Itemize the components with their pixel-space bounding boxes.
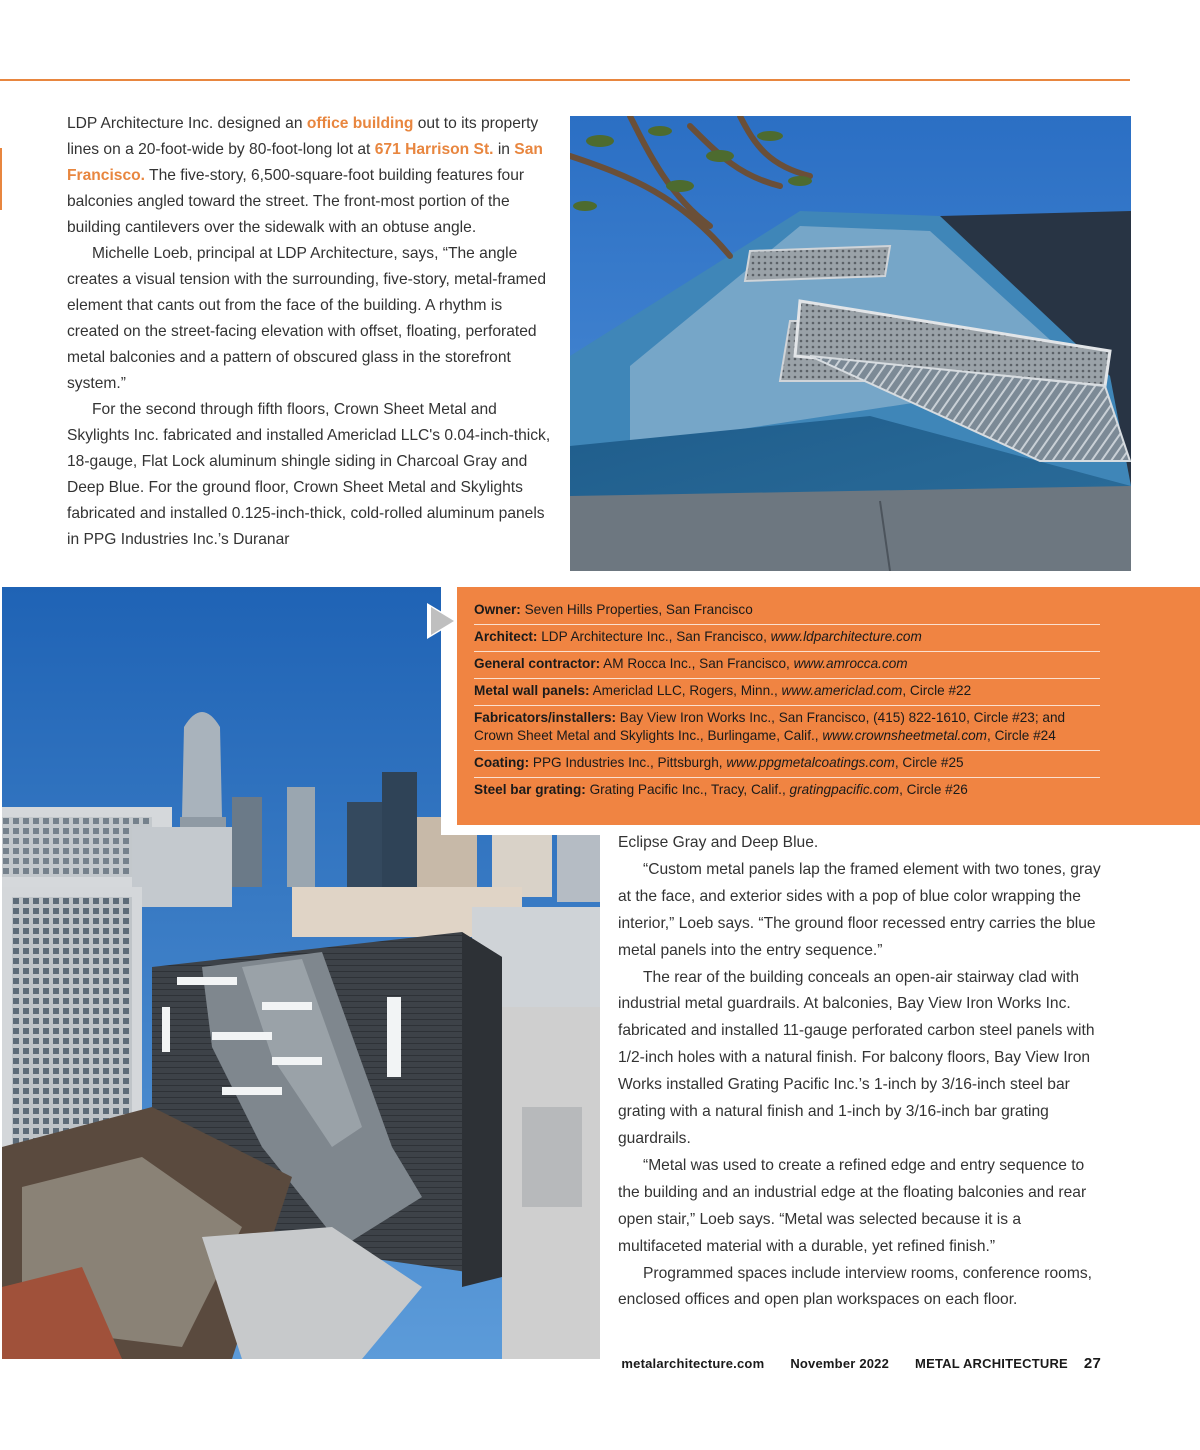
info-key: Architect:	[474, 629, 538, 644]
info-key: Steel bar grating:	[474, 782, 586, 797]
info-url: www.ppgmetalcoatings.com	[726, 755, 895, 770]
info-tail: , Circle #24	[987, 728, 1056, 743]
paragraph-quote-2: “Custom metal panels lap the framed element with two tones, gray at the face, and exterior sides with a pop of blue color wrapping the interior,” Loeb says. “The ground floor recessed entry carries the blue metal panels into the entry sequence.”	[618, 860, 1101, 959]
paragraph-siding: For the second through fifth floors, Crown Sheet Metal and Skylights Inc. fabricated and installed Americlad LLC's 0.04-inch-thick, 18-gauge, Flat Lock aluminum shingle siding in Charcoal Gray and Deep Blue. For the ground floor, Crown Sheet Metal and Skylights fabricated and installed 0.125-inch-thick, cold-rolled aluminum panels in PPG Industries Inc.’s Duranar	[67, 401, 551, 548]
article-column-2	[618, 830, 1103, 1314]
paragraph-intro	[67, 111, 552, 241]
info-row	[474, 778, 1100, 804]
info-row	[474, 652, 1100, 679]
text-run: LDP Architecture Inc. designed an	[67, 115, 307, 132]
info-tail: , Circle #26	[899, 782, 968, 797]
info-key: Fabricators/installers:	[474, 710, 617, 725]
info-tail: , Circle #22	[902, 683, 972, 698]
info-key: Owner:	[474, 602, 521, 617]
info-text: Americlad LLC, Rogers, Minn.,	[589, 683, 782, 698]
highlight-term: 671 Harrison St.	[374, 141, 494, 158]
highlight-term: office building	[306, 115, 414, 132]
info-row	[474, 625, 1100, 652]
info-url: www.crownsheetmetal.com	[822, 728, 988, 743]
info-text: Grating Pacific Inc., Tracy, Calif.,	[585, 782, 790, 797]
project-info-panel	[457, 587, 1200, 825]
page-number: 27	[1083, 1355, 1101, 1372]
footer-issue: November 2022	[790, 1356, 890, 1371]
page-footer	[621, 1355, 1101, 1372]
info-key: General contractor:	[474, 656, 601, 671]
footer-site: metalarchitecture.com	[621, 1356, 765, 1371]
info-row	[474, 751, 1100, 778]
left-accent-tick	[0, 148, 2, 210]
info-text: AM Rocca Inc., San Francisco,	[600, 656, 794, 671]
top-accent-rule	[0, 79, 1130, 81]
info-key: Coating:	[474, 755, 530, 770]
info-row	[474, 679, 1100, 706]
info-rows	[474, 598, 1100, 804]
balcony-detail-photo	[570, 116, 1131, 571]
info-url: www.americlad.com	[781, 683, 903, 698]
article-column-1	[67, 111, 552, 553]
footer-magazine: METAL ARCHITECTURE	[915, 1356, 1068, 1371]
info-text: LDP Architecture Inc., San Francisco,	[537, 629, 771, 644]
highlight-term: San Francisco.	[67, 141, 543, 184]
paragraph-quote-3: “Metal was used to create a refined edge and entry sequence to the building and an industrial edge at the floating balconies and rear open stair,” Loeb says. “Metal was selected because it is a multifaceted material with a durable, yet refined finish.”	[618, 1156, 1087, 1255]
info-tail: , Circle #25	[894, 755, 964, 770]
info-url: gratingpacific.com	[789, 782, 900, 797]
info-url: www.ldparchitecture.com	[770, 629, 922, 644]
paragraph-continuation: Eclipse Gray and Deep Blue.	[618, 834, 819, 851]
info-text: Bay View Iron Works Inc., San Francisco, (415) 822-1610, Circle #23; and Crown Sheet Metal and Skylights Inc., Burlingame, Calif.,	[474, 710, 1066, 743]
info-text: PPG Industries Inc., Pittsburgh,	[529, 755, 727, 770]
info-text: Seven Hills Properties, San Francisco	[520, 602, 753, 617]
info-url: www.amrocca.com	[793, 656, 908, 671]
paragraph-programmed-spaces: Programmed spaces include interview rooms, conference rooms, enclosed offices and open plan workspaces on each floor.	[618, 1264, 1092, 1309]
paragraph-stairway: The rear of the building conceals an open-air stairway clad with industrial metal guardrails. At balconies, Bay View Iron Works Inc. fabricated and installed 11-gauge perforated carbon steel panels with 1/2-inch holes with a natural finish. For balcony floors, Bay View Iron Works installed Grating Pacific Inc.’s 1-inch by 3/16-inch steel bar grating with a natural finish and 1-inch by 3/16-inch bar grating guardrails.	[618, 968, 1095, 1147]
text-run: in	[493, 141, 515, 158]
pointer-arrow-inner-icon	[431, 607, 454, 635]
info-row	[474, 598, 1100, 625]
text-run: out to its property lines on a 20-foot-wide by 80-foot-long lot at	[67, 115, 539, 158]
paragraph-quote-1: Michelle Loeb, principal at LDP Architecture, says, “The angle creates a visual tension with the surrounding, five-story, metal-framed element that cants out from the face of the building. A rhythm is created on the street-facing elevation with offset, floating, perforated metal balconies and a pattern of obscured glass in the storefront system.”	[67, 245, 546, 392]
info-key: Metal wall panels:	[474, 683, 590, 698]
text-run: The five-story, 6,500-square-foot building features four balconies angled toward the street. The front-most portion of the building cantilevers over the sidewalk with an obtuse angle.	[67, 167, 525, 236]
info-row	[474, 706, 1100, 751]
